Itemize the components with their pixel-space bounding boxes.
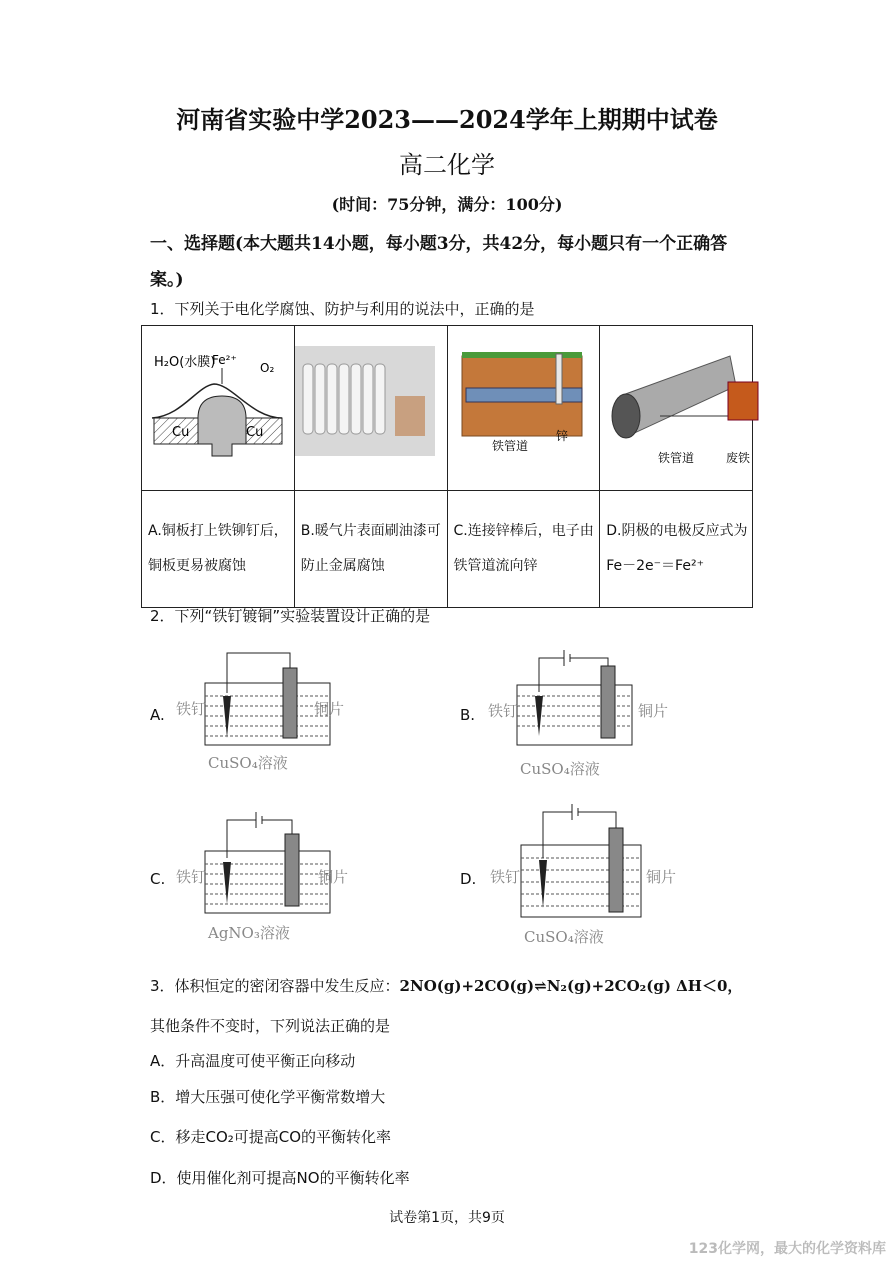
- q1-image-d: [600, 326, 753, 491]
- svg-text:CuSO₄溶液: CuSO₄溶液: [524, 928, 604, 946]
- q3-stem-start: 3．体积恒定的密闭容器中发生反应：: [150, 977, 400, 995]
- q1-option-c[interactable]: C.连接锌棒后，电子由铁管道流向锌: [447, 491, 600, 608]
- q2-diagram-c: [170, 806, 350, 946]
- q2-option-d-letter[interactable]: D.: [460, 870, 477, 888]
- q1-image-a: [142, 326, 295, 491]
- o2-label: O₂: [260, 361, 275, 375]
- q2-stem: 2．下列“铁钉镀铜”实验装置设计正确的是: [150, 607, 431, 625]
- h2o-label: H₂O(水膜): [154, 355, 216, 370]
- q1-option-a[interactable]: A.铜板打上铁铆钉后，铜板更易被腐蚀: [142, 491, 295, 608]
- q2-option-c-letter[interactable]: C.: [150, 870, 166, 888]
- svg-text:铜片: 铜片: [638, 702, 669, 720]
- zinc-label: 锌: [555, 429, 568, 443]
- cu-label-1: Cu: [172, 425, 190, 440]
- svg-text:铜片: 铜片: [314, 700, 345, 718]
- svg-text:铜片: 铜片: [646, 868, 677, 886]
- q1-image-b: [294, 326, 447, 491]
- q3-stem-end: 其他条件不变时，下列说法正确的是: [150, 1017, 391, 1035]
- svg-text:铁钉: 铁钉: [176, 868, 207, 886]
- cu-label-2: Cu: [246, 425, 264, 440]
- q3-reaction: 2NO(g)+2CO(g)⇌N₂(g)+2CO₂(g) ΔH＜0，: [399, 977, 743, 995]
- q3-option-b[interactable]: B．增大压强可使化学平衡常数增大: [150, 1088, 386, 1106]
- section-heading: 一、选择题(本大题共14小题，每小题3分，共42分，每小题只有一个正确答案。): [150, 234, 728, 290]
- page-footer: 试卷第1页，共9页: [389, 1210, 505, 1226]
- scrap-label: 废铁: [726, 451, 751, 465]
- fe-ion-label: Fe²⁺: [212, 353, 237, 367]
- q1-table: [141, 325, 753, 608]
- q2-diagram-d: [486, 800, 676, 950]
- q1-stem: 1．下列关于电化学腐蚀、防护与利用的说法中，正确的是: [150, 300, 535, 318]
- pipe-label: 铁管道: [491, 439, 528, 453]
- svg-text:铁钉: 铁钉: [488, 702, 519, 720]
- svg-text:AgNO₃溶液: AgNO₃溶液: [208, 924, 290, 942]
- q2-diagram-a: [170, 648, 345, 778]
- exam-title: 河南省实验中学2023——2024学年上期期中试卷: [176, 105, 718, 134]
- q2-diagram-b: [482, 640, 669, 780]
- pipe-label-d: 铁管道: [658, 451, 695, 465]
- q1-option-d[interactable]: D.阴极的电极反应式为 Fe－2e⁻＝Fe²⁺: [600, 491, 753, 608]
- exam-info: (时间：75分钟，满分：100分): [331, 195, 563, 214]
- q3-option-d[interactable]: D．使用催化剂可提高NO的平衡转化率: [150, 1169, 410, 1187]
- q2-option-b-letter[interactable]: B.: [460, 706, 476, 724]
- exam-subject: 高二化学: [399, 151, 495, 179]
- svg-text:铜片: 铜片: [318, 868, 349, 886]
- svg-text:CuSO₄溶液: CuSO₄溶液: [208, 754, 288, 772]
- q3-stem: [150, 975, 770, 996]
- q2-option-a-letter[interactable]: A.: [150, 706, 165, 724]
- q1-option-b[interactable]: B.暖气片表面刷油漆可防止金属腐蚀: [294, 491, 447, 608]
- q1-image-c: [447, 326, 600, 491]
- q3-option-a[interactable]: A．升高温度可使平衡正向移动: [150, 1052, 356, 1070]
- svg-text:铁钉: 铁钉: [176, 700, 207, 718]
- q3-option-c[interactable]: C．移走CO₂可提高CO的平衡转化率: [150, 1128, 392, 1146]
- site-watermark: 123化学网，最大的化学资料库: [688, 1241, 886, 1257]
- svg-text:CuSO₄溶液: CuSO₄溶液: [520, 760, 600, 778]
- svg-text:铁钉: 铁钉: [490, 868, 521, 886]
